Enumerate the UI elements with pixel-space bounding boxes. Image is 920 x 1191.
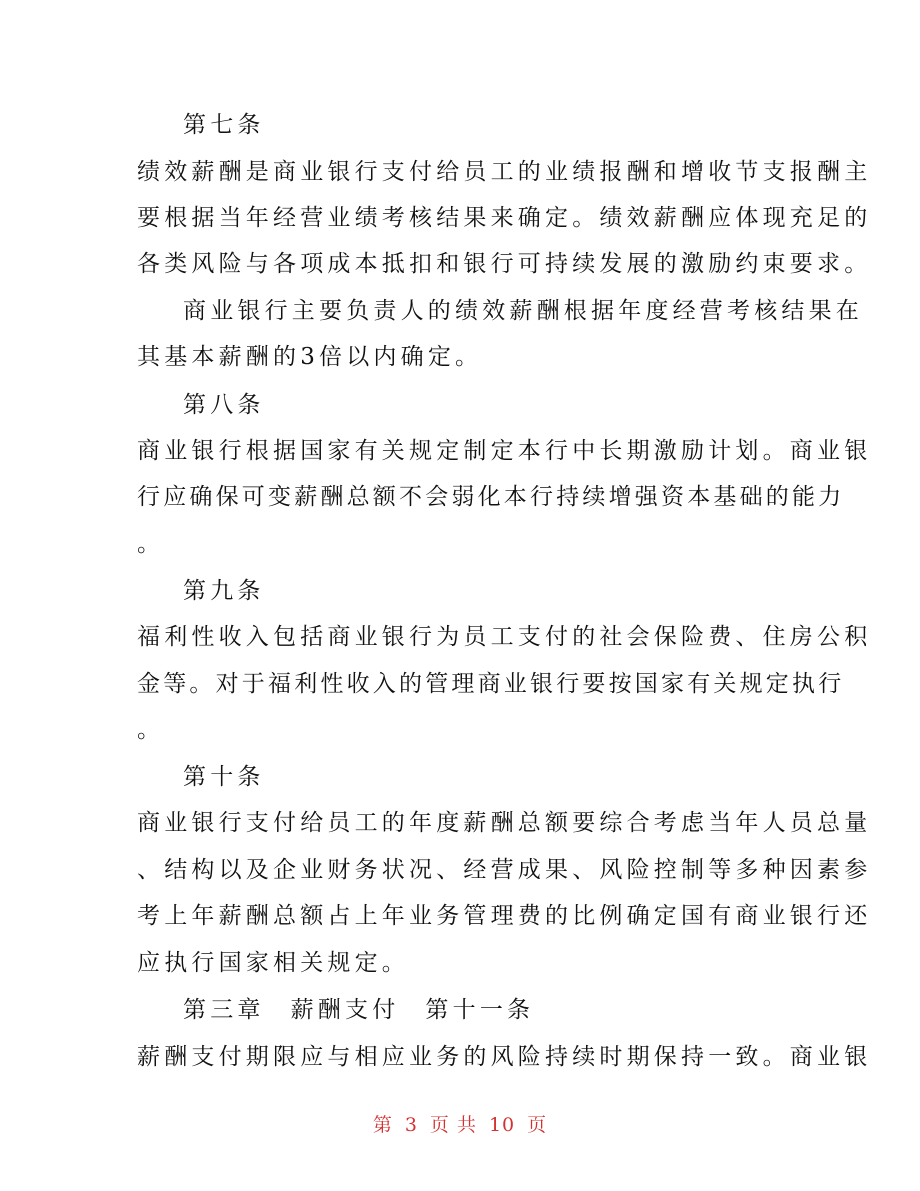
paragraph-line: 行应确保可变薪酬总额不会弱化本行持续增强资本基础的能力 [137, 484, 845, 510]
paragraph-line: 金等。对于福利性收入的管理商业银行要按国家有关规定执行 [137, 671, 845, 697]
paragraph-line: 绩效薪酬是商业银行支付给员工的业绩报酬和增收节支报酬主 [137, 159, 872, 185]
paragraph-line: 。 [137, 717, 165, 743]
paragraph-line: 薪酬支付期限应与相应业务的风险持续时期保持一致。商业银 [137, 1044, 872, 1070]
article-heading-10: 第十条 [183, 764, 265, 790]
chapter-title: 薪酬支付 [290, 997, 400, 1023]
page-total: 10 [488, 1114, 516, 1136]
chapter-label: 第三章 [183, 997, 265, 1023]
paragraph-line: 应执行国家相关规定。 [137, 950, 409, 976]
paragraph-line: 要根据当年经营业绩考核结果来确定。绩效薪酬应体现充足的 [137, 205, 872, 231]
footer-prefix: 第 [372, 1114, 393, 1136]
paragraph-line: 其基本薪酬的3倍以内确定。 [137, 344, 483, 370]
article-heading-8: 第八条 [183, 392, 265, 418]
paragraph-line: 商业银行支付给员工的年度薪酬总额要综合考虑当年人员总量 [137, 810, 872, 836]
paragraph-line: 。 [137, 531, 165, 557]
chapter-heading [183, 995, 534, 1025]
article-heading-9: 第九条 [183, 578, 265, 604]
footer-suffix: 页 [527, 1114, 548, 1136]
article-heading-11: 第十一条 [425, 997, 535, 1023]
page-number: 3 [404, 1114, 418, 1136]
page-footer [0, 1112, 920, 1138]
article-heading-7: 第七条 [183, 112, 265, 138]
paragraph-line: 、结构以及企业财务状况、经营成果、风险控制等多种因素参 [137, 857, 872, 883]
paragraph-line: 各类风险与各项成本抵扣和银行可持续发展的激励约束要求。 [137, 251, 872, 277]
paragraph-line: 商业银行根据国家有关规定制定本行中长期激励计划。商业银 [137, 438, 872, 464]
paragraph-line: 考上年薪酬总额占上年业务管理费的比例确定国有商业银行还 [137, 903, 872, 929]
footer-mid: 页 共 [429, 1114, 477, 1136]
paragraph-line: 福利性收入包括商业银行为员工支付的社会保险费、住房公积 [137, 624, 872, 650]
paragraph-line: 商业银行主要负责人的绩效薪酬根据年度经营考核结果在 [183, 298, 863, 324]
